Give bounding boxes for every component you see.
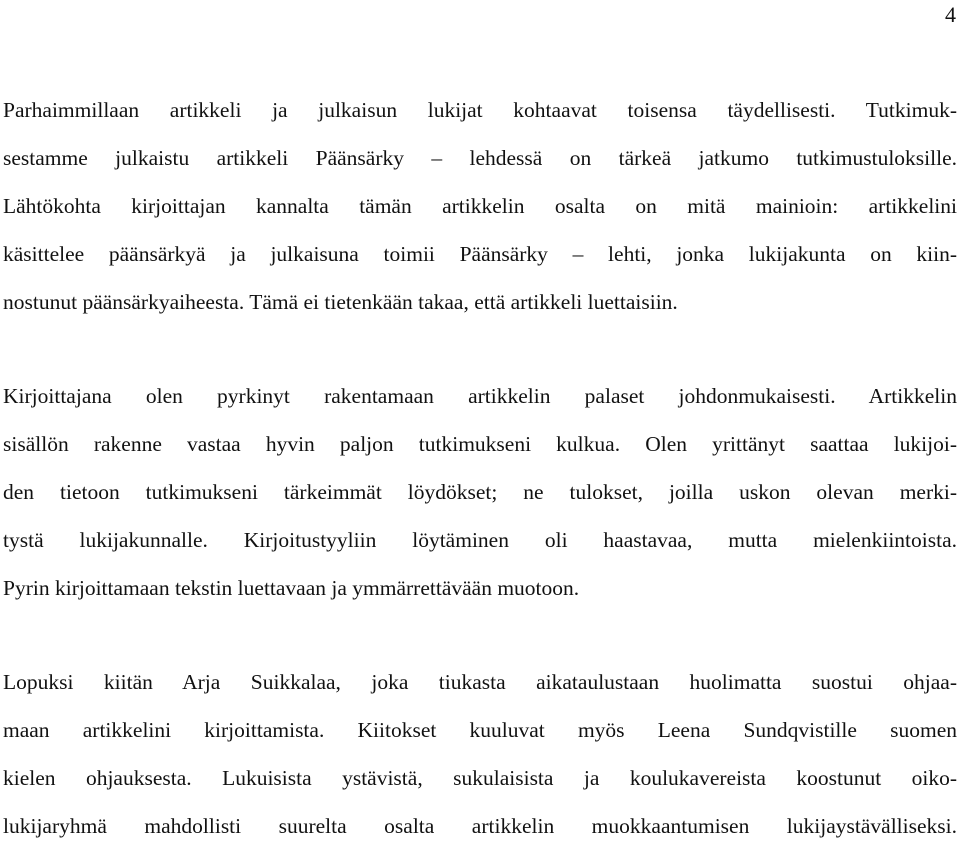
text-line: den tietoon tutkimukseni tärkeimmät löydökset; ne tulokset, joilla uskon olevan merki- (3, 480, 957, 504)
page-number: 4 (945, 2, 956, 27)
text-line: sisällön rakenne vastaa hyvin paljon tutkimukseni kulkua. Olen yrittänyt saattaa lukijoi- (3, 432, 957, 456)
text-line: lukijaryhmä mahdollisti suurelta osalta artikkelin muokkaantumisen lukijaystävälliseksi. (3, 814, 957, 838)
text-line: tystä lukijakunnalle. Kirjoitustyyliin löytäminen oli haastavaa, mutta mielenkiintoista. (3, 528, 957, 552)
text-line: Kirjoittajana olen pyrkinyt rakentamaan artikkelin palaset johdonmukaisesti. Artikkelin (3, 384, 957, 408)
text-line: maan artikkelini kirjoittamista. Kiitokset kuuluvat myös Leena Sundqvistille suomen (3, 718, 957, 742)
text-line: Lopuksi kiitän Arja Suikkalaa, joka tiukasta aikataulustaan huolimatta suostui ohjaa- (3, 670, 957, 694)
text-line: Pyrin kirjoittamaan tekstin luettavaan ja ymmärrettävään muotoon. (3, 576, 580, 600)
paragraph-3 (3, 658, 957, 850)
text-line: sestamme julkaistu artikkeli Päänsärky – lehdessä on tärkeä jatkumo tutkimustuloksille. (3, 146, 957, 170)
paragraph-gap (3, 326, 957, 372)
paragraph-2 (3, 372, 957, 612)
document-body (3, 86, 957, 850)
text-line: käsittelee päänsärkyä ja julkaisuna toimii Päänsärky – lehti, jonka lukijakunta on kiin- (3, 242, 957, 266)
text-line: Lähtökohta kirjoittajan kannalta tämän artikkelin osalta on mitä mainioin: artikkelini (3, 194, 957, 218)
paragraph-1 (3, 86, 957, 326)
paragraph-gap (3, 612, 957, 658)
text-line: Parhaimmillaan artikkeli ja julkaisun lukijat kohtaavat toisensa täydellisesti. Tutkimuk- (3, 98, 957, 122)
text-line: nostunut päänsärkyaiheesta. Tämä ei tietenkään takaa, että artikkeli luettaisiin. (3, 290, 678, 314)
text-line: kielen ohjauksesta. Lukuisista ystävistä, sukulaisista ja koulukavereista koostunut oiko- (3, 766, 957, 790)
